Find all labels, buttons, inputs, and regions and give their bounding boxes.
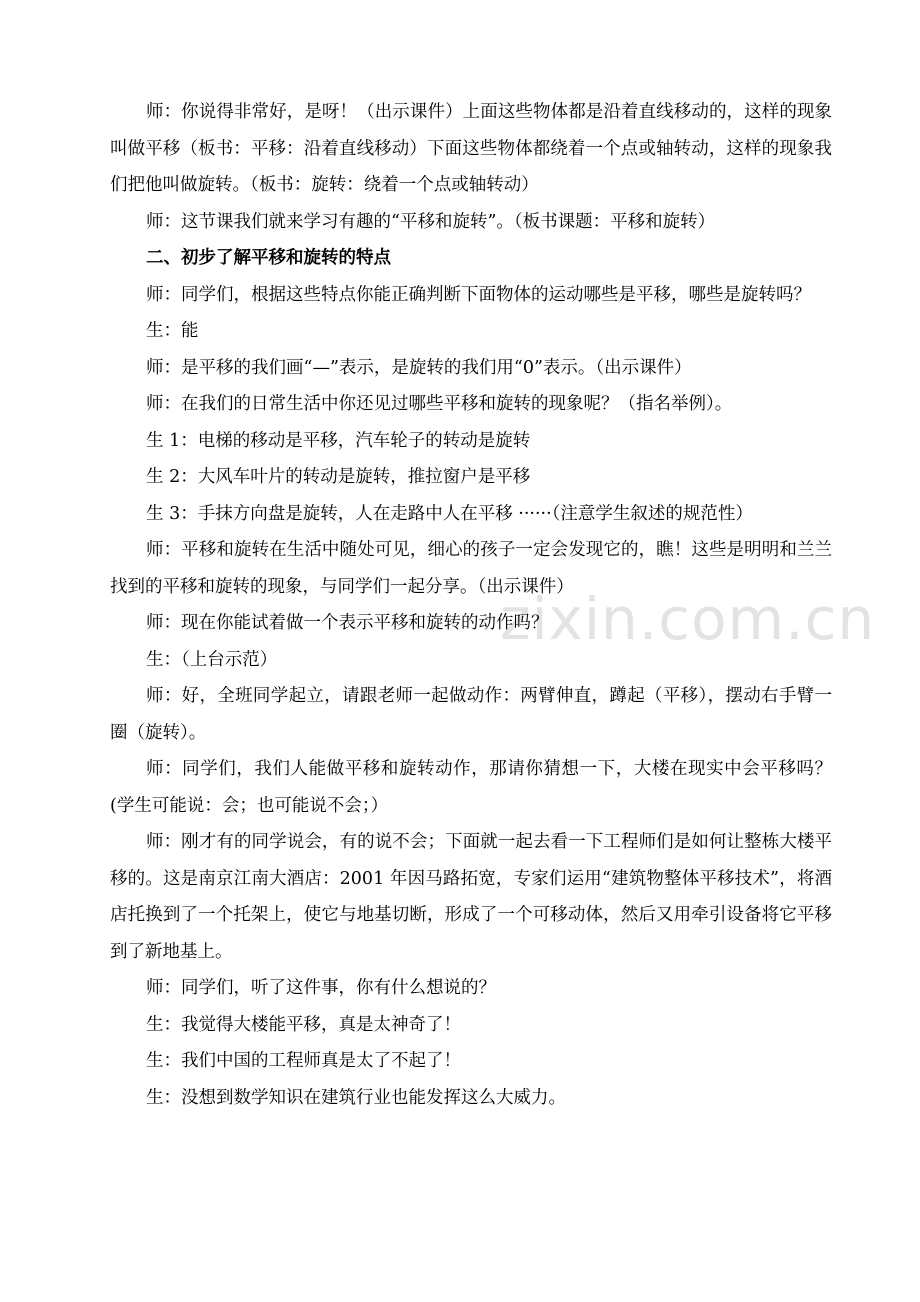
paragraph-building-question: 师：同学们，我们人能做平移和旋转动作，那请你猜想一下，大楼在现实中会平移吗？(学生可能说：会；也可能说不会；） <box>110 759 832 816</box>
paragraph-demo: 生：（上台示范） <box>146 649 278 670</box>
paragraph-reply-3: 生：没想到数学知识在建筑行业也能发挥这么大威力。 <box>146 1087 566 1108</box>
document-body <box>110 94 832 1116</box>
paragraph-thoughts-question: 师：同学们，听了这件事，你有什么想说的？ <box>146 978 496 998</box>
paragraph-daily-life: 师：在我们的日常生活中你还见过哪些平移和旋转的现象呢？（指名举例）。 <box>146 394 733 414</box>
watermark: zixin.com.cn <box>500 585 876 653</box>
paragraph-lesson-topic: 师：这节课我们就来学习有趣的“平移和旋转”。（板书课题：平移和旋转） <box>146 211 716 232</box>
paragraph-symbol-rule: 师：是平移的我们画“—”表示，是旋转的我们用“0”表示。（出示课件） <box>146 357 692 378</box>
paragraph-student-2: 生 2：大风车叶片的转动是旋转，推拉窗户是平移 <box>146 467 531 487</box>
paragraph-action-question: 师：现在你能试着做一个表示平移和旋转的动作吗？ <box>146 613 549 633</box>
paragraph-student-answer: 生：能 <box>146 321 199 341</box>
paragraph-student-1: 生 1：电梯的移动是平移，汽车轮子的转动是旋转 <box>146 430 531 451</box>
paragraph-share: 师：平移和旋转在生活中随处可见，细心的孩子一定会发现它的，瞧！这些是明明和兰兰找到的平移和旋转的现象，与同学们一起分享。（出示课件） <box>110 540 832 597</box>
paragraph-hotel-story: 师：刚才有的同学说会，有的说不会；下面就一起去看一下工程师们是如何让整栋大楼平移的。这是南京江南大酒店：2001 年因马路拓宽，专家们运用“建筑物整体平移技术”，将酒店托换到了一个托架上，使它与地基切断，形成了一个可移动体，然后又用牵引设备将它平移到了新地基上。 <box>110 832 832 962</box>
paragraph-class-action: 师：好，全班同学起立，请跟老师一起做动作：两臂伸直，蹲起（平移），摆动右手臂一圈（旋转）。 <box>110 686 832 743</box>
paragraph-reply-1: 生：我觉得大楼能平移，真是太神奇了！ <box>146 1014 461 1035</box>
paragraph-judge-question: 师：同学们，根据这些特点你能正确判断下面物体的运动哪些是平移，哪些是旋转吗？ <box>146 284 811 305</box>
section-heading: 二、初步了解平移和旋转的特点 <box>146 248 391 268</box>
paragraph-reply-2: 生：我们中国的工程师真是太了不起了！ <box>146 1051 461 1071</box>
paragraph-teacher-intro: 师：你说得非常好，是呀！（出示课件）上面这些物体都是沿着直线移动的，这样的现象叫做平移（板书：平移：沿着直线移动）下面这些物体都绕着一个点或轴转动，这样的现象我们把他叫做旋转。（板书：旋转：绕着一个点或轴转动） <box>110 102 832 195</box>
paragraph-student-3: 生 3：手抹方向盘是旋转，人在走路中人在平移 ······（注意学生叙述的规范性） <box>146 503 753 524</box>
